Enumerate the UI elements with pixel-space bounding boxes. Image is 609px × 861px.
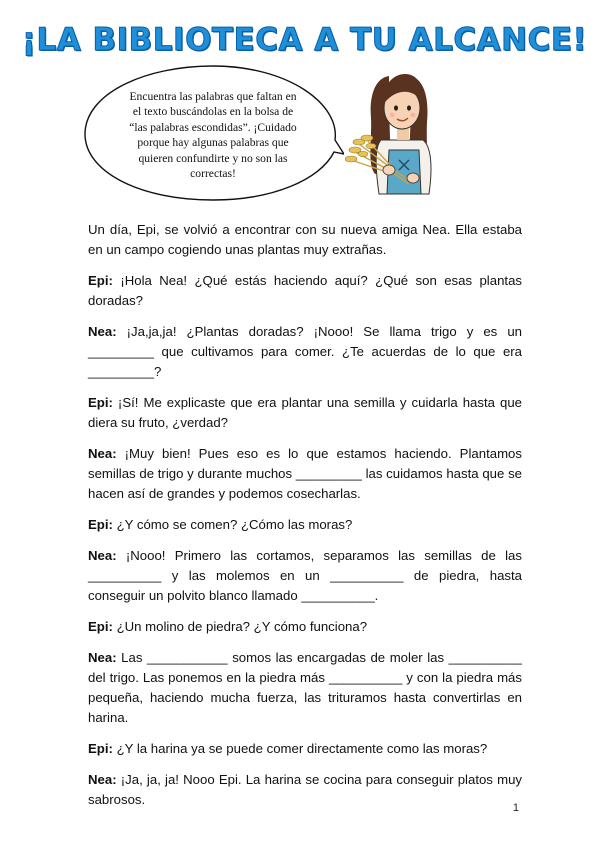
dialogue-text: ¿Y cómo se comen? ¿Cómo las moras? — [112, 517, 353, 532]
speaker-name: Nea: — [88, 772, 117, 787]
dialogue-line — [88, 770, 522, 810]
dialogue-line — [88, 271, 522, 311]
speaker-name: Nea: — [88, 324, 117, 339]
girl-holding-wheat-icon — [345, 66, 455, 211]
story-text — [88, 220, 522, 821]
speech-bubble — [82, 64, 344, 202]
speaker-name: Nea: — [88, 446, 117, 461]
dialogue-line — [88, 617, 522, 637]
dialogue-text: ¡Nooo! Primero las cortamos, separamos las semillas de las __________ y las molemos en un __________ de piedra, hasta conseguir un polvito blanco llamado __________. — [88, 548, 522, 603]
dialogue-text: ¿Un molino de piedra? ¿Y cómo funciona? — [112, 619, 368, 634]
dialogue-line — [88, 322, 522, 382]
dialogue-text: ¡Ja, ja, ja! Nooo Epi. La harina se cocina para conseguir platos muy sabrosos. — [88, 772, 522, 807]
dialogue-line — [88, 648, 522, 728]
speaker-name: Nea: — [88, 650, 117, 665]
dialogue-line — [88, 444, 522, 504]
dialogue-line — [88, 515, 522, 535]
dialogue-text: ¡Ja,ja,ja! ¿Plantas doradas? ¡Nooo! Se llama trigo y es un _________ que cultivamos para comer. ¿Te acuerdas de lo que era _________? — [88, 324, 522, 379]
page-number: 1 — [512, 802, 519, 814]
dialogue-line — [88, 393, 522, 433]
dialogue-text: ¡Muy bien! Pues eso es lo que estamos haciendo. Plantamos semillas de trigo y durante muchos _________ las cuidamos hasta que se hacen así de grandes y podemos cosecharlas. — [88, 446, 522, 501]
speaker-name: Epi: — [88, 395, 113, 410]
dialogue-text: ¡Sí! Me explicaste que era plantar una semilla y cuidarla hasta que diera su fruto, ¿verdad? — [88, 395, 522, 430]
dialogue-line — [88, 739, 522, 759]
story-intro: Un día, Epi, se volvió a encontrar con su nueva amiga Nea. Ella estaba en un campo cogiendo unas plantas muy extrañas. — [88, 222, 522, 257]
dialogue-text: Las ___________ somos las encargadas de moler las __________ del trigo. Las ponemos en la piedra más __________ y con la piedra más pequeña, haciendo mucha fuerza, las trituramos hasta convertirlas en harina. — [88, 650, 522, 725]
speaker-name: Epi: — [88, 741, 113, 756]
page-title: ¡LA BIBLIOTECA A TU ALCANCE! — [21, 22, 588, 58]
dialogue-text: ¡Hola Nea! ¿Qué estás haciendo aquí? ¿Qué son esas plantas doradas? — [88, 273, 522, 308]
speaker-name: Epi: — [88, 517, 113, 532]
speaker-name: Nea: — [88, 548, 117, 563]
speaker-name: Epi: — [88, 619, 113, 634]
bubble-instructions: Encuentra las palabras que faltan en el texto buscándolas en la bolsa de “las palabras escondidas”. ¡Cuidado porque hay algunas palabras que quieren confundirte y no son las correctas! — [129, 89, 297, 180]
speaker-name: Epi: — [88, 273, 113, 288]
dialogue-text: ¿Y la harina ya se puede comer directamente como las moras? — [112, 741, 488, 756]
dialogue-line — [88, 546, 522, 606]
